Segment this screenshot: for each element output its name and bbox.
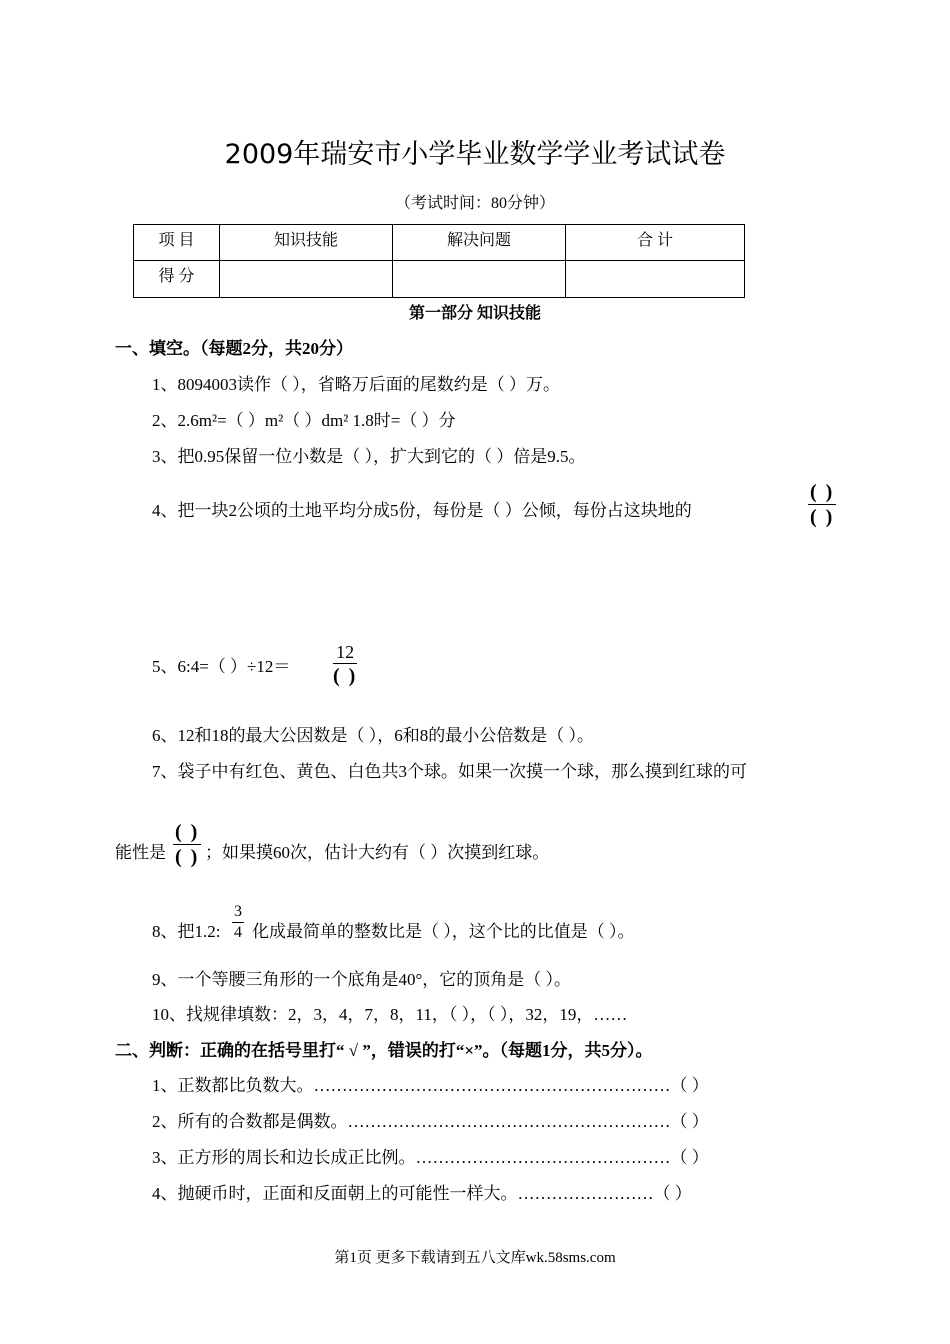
score-cell[interactable]	[220, 261, 393, 298]
section-heading: 二、判断：正确的在括号里打“ √ ”，错误的打“×”。（每题1分，共5分）。	[115, 1041, 653, 1060]
question: 1、8094003读作（ ），省略万后面的尾数约是（ ）万。	[152, 375, 560, 394]
section-heading: 一、填空。（每题2分，共20分）	[115, 339, 353, 358]
question: 10、找规律填数：2，3，4，7，8，11，（ ），（ ），32，19，……	[152, 1005, 628, 1024]
table-row-label: 得 分	[134, 261, 220, 298]
fraction-numerator: 12	[333, 643, 357, 664]
question: 9、一个等腰三角形的一个底角是40°，它的顶角是（ ）。	[152, 970, 572, 989]
fraction-numerator: ( )	[810, 481, 835, 503]
score-cell[interactable]	[566, 261, 745, 298]
fraction-denominator: 4	[234, 924, 242, 941]
fraction	[173, 822, 201, 867]
question: 化成最简单的整数比是（ ），这个比的比值是（ ）。	[252, 922, 635, 941]
question-continued: 能性是	[115, 843, 166, 862]
question: 5、6:4=（ ）÷12＝	[152, 657, 291, 676]
table-header: 解决问题	[393, 225, 566, 261]
fraction-denominator: ( )	[810, 506, 835, 528]
score-table	[133, 224, 745, 298]
judgement-item: 2、所有的合数都是偶数。…………………………………………………（ ）	[152, 1112, 709, 1131]
question: 3、把0.95保留一位小数是（ ），扩大到它的（ ）倍是9.5。	[152, 447, 586, 466]
fraction-denominator: ( )	[175, 846, 200, 868]
table-header: 知识技能	[220, 225, 393, 261]
page-footer: 第1页 更多下载请到五八文库wk.58sms.com	[334, 1250, 616, 1266]
score-cell[interactable]	[393, 261, 566, 298]
question: 2、2.6m²=（ ）m²（ ）dm² 1.8时=（ ）分	[152, 411, 456, 430]
fraction	[808, 482, 836, 527]
table-header: 项 目	[134, 225, 220, 261]
fraction	[232, 904, 244, 941]
exam-duration: （考试时间：80分钟）	[394, 195, 555, 212]
question: 4、把一块2公顷的土地平均分成5份，每份是（ ）公倾，每份占这块地的	[152, 501, 692, 520]
question: 7、袋子中有红色、黄色、白色共3个球。如果一次摸一个球，那么摸到红球的可	[152, 762, 747, 781]
table-header: 合 计	[566, 225, 745, 261]
question-continued: ；如果摸60次，估计大约有（ ）次摸到红球。	[205, 843, 550, 862]
fraction-denominator: ( )	[333, 665, 358, 687]
judgement-item: 4、抛硬币时，正面和反面朝上的可能性一样大。……………………（ ）	[152, 1184, 692, 1203]
question: 6、12和18的最大公因数是（ ），6和8的最小公倍数是（ ）。	[152, 726, 594, 745]
page-title: 2009年瑞安市小学毕业数学学业考试试卷	[224, 139, 726, 170]
question: 8、把1.2:	[152, 922, 221, 941]
part-heading: 第一部分 知识技能	[408, 305, 541, 322]
fraction-numerator: 3	[232, 904, 244, 923]
judgement-item: 3、正方形的周长和边长成正比例。………………………………………（ ）	[152, 1148, 709, 1167]
fraction-numerator: ( )	[175, 821, 200, 843]
judgement-item: 1、正数都比负数大。………………………………………………………（ ）	[152, 1076, 709, 1095]
fraction	[333, 643, 357, 686]
